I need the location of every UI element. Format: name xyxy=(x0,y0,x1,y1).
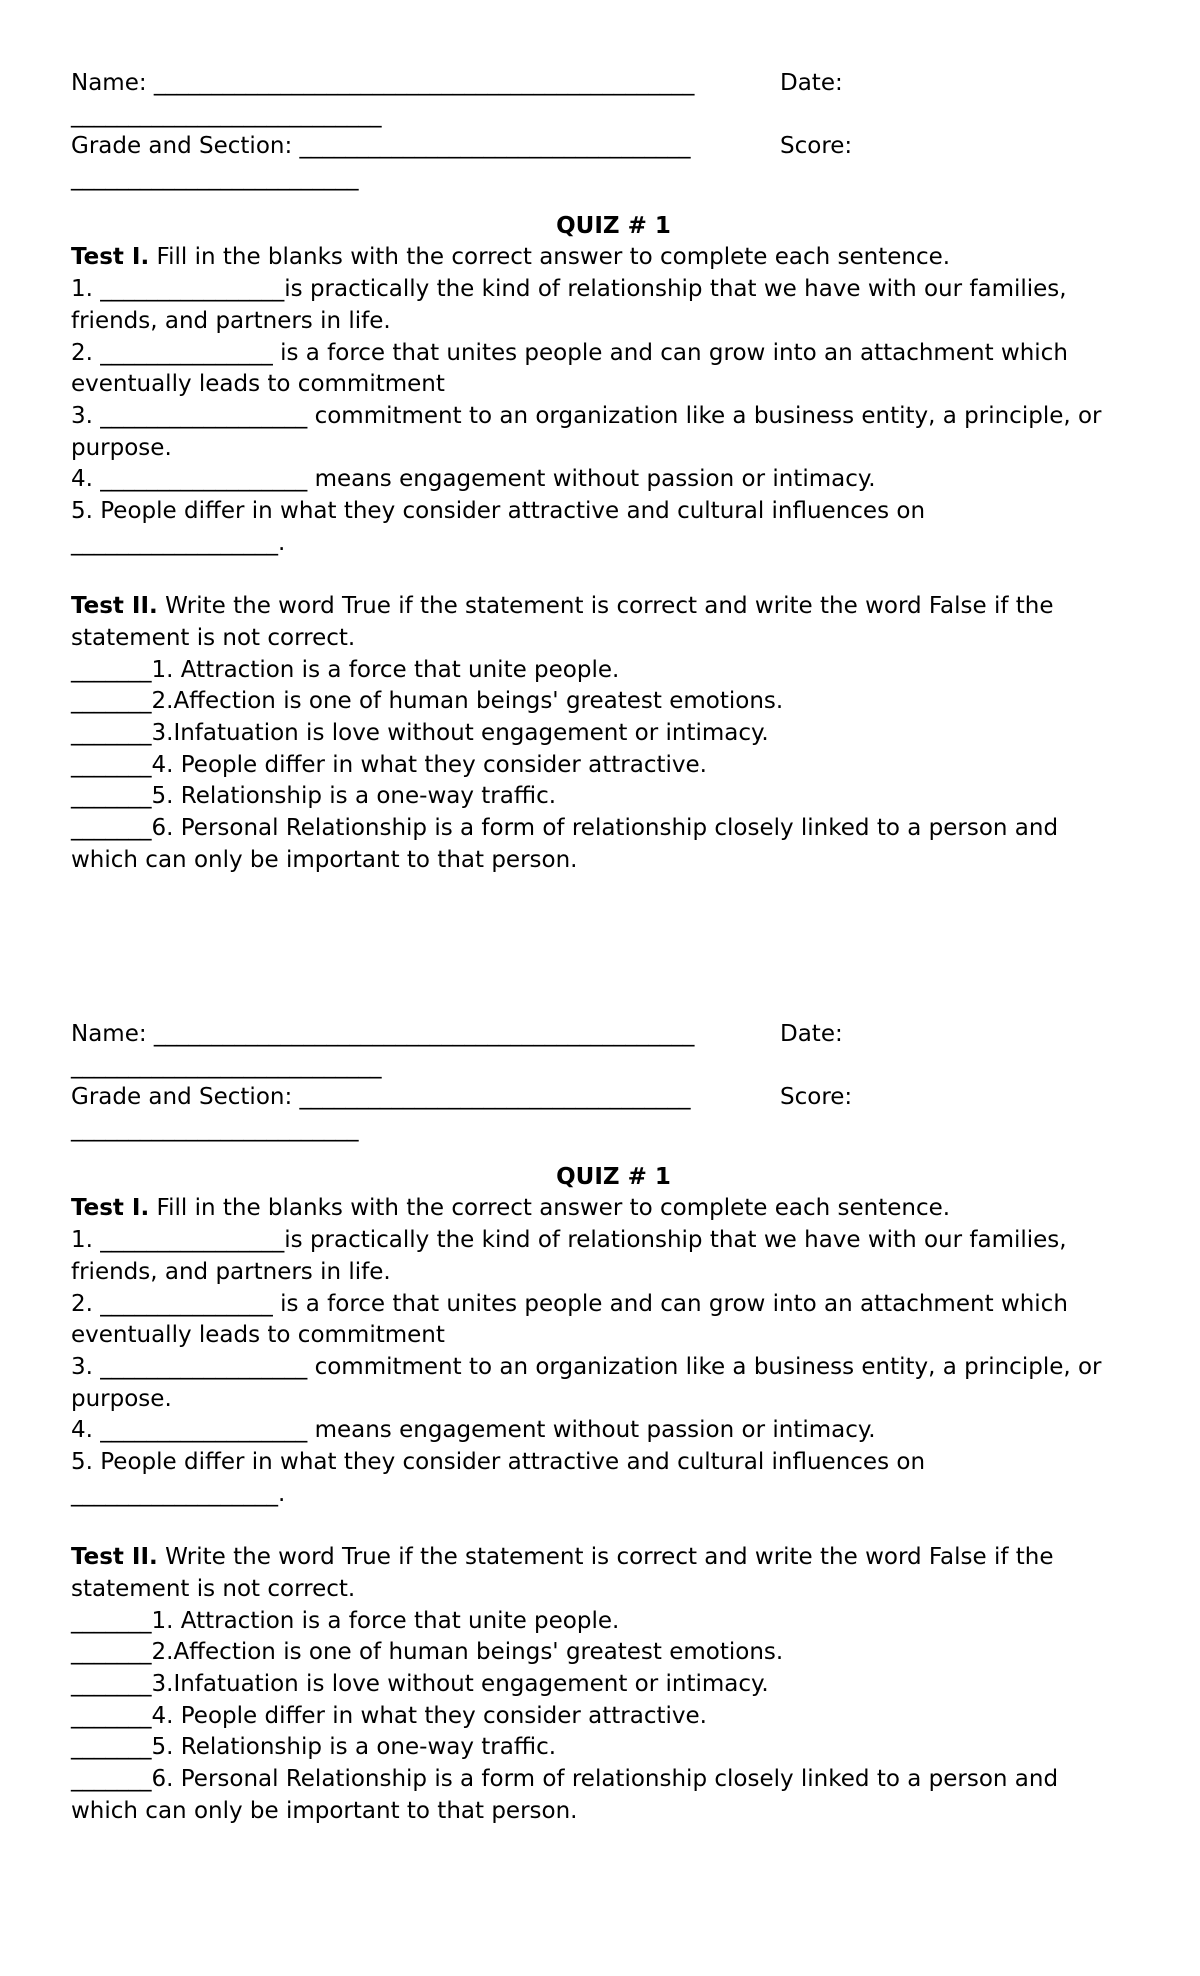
test1-line: 3. __________________ commitment to an organization like a business entity, a principle, or xyxy=(71,1354,1102,1380)
test1-instruction xyxy=(71,1193,1151,1225)
test1-line: 3. __________________ commitment to an organization like a business entity, a principle, or xyxy=(71,403,1102,429)
test2-line: _______6. Personal Relationship is a form of relationship closely linked to a person and xyxy=(71,815,1059,842)
test2-instruction xyxy=(71,591,1151,623)
test2-line: _______6. Personal Relationship is a form of relationship closely linked to a person and xyxy=(71,1766,1059,1793)
name-row xyxy=(71,1019,1151,1051)
test1-line: 1. ________________is practically the kind of relationship that we have with our families, xyxy=(71,276,1067,303)
test2-instruction-text: Write the word True if the statement is correct and write the word False if the xyxy=(157,1544,1054,1571)
test1-instruction-text: Fill in the blanks with the correct answer to complete each sentence. xyxy=(149,1195,951,1222)
test1-line: 1. ________________is practically the kind of relationship that we have with our families, xyxy=(71,1227,1067,1254)
name-field: Name: _______________________________________________ xyxy=(71,1021,695,1047)
score-label: Score: xyxy=(780,1084,853,1111)
test2-line: _______3.Infatuation is love without engagement or intimacy. xyxy=(71,1671,769,1698)
test1-line: eventually leads to commitment xyxy=(71,371,445,398)
test1-line: 4. __________________ means engagement without passion or intimacy. xyxy=(71,466,876,493)
quiz-title: QUIZ # 1 xyxy=(556,212,671,239)
score-blank: _________________________ xyxy=(71,165,359,192)
test2-line: _______4. People differ in what they consider attractive. xyxy=(71,1702,707,1729)
spacer xyxy=(71,560,1151,592)
test2-line: _______4. People differ in what they consider attractive. xyxy=(71,751,707,778)
test1-line: 2. _______________ is a force that unites people and can grow into an attachment which xyxy=(71,1290,1068,1317)
test1-instruction xyxy=(71,242,1151,274)
test2-line: _______2.Affection is one of human beings' greatest emotions. xyxy=(71,1639,784,1666)
test1-line: __________________. xyxy=(71,529,286,556)
score-blank: _________________________ xyxy=(71,1116,359,1143)
test1-line: 5. People differ in what they consider attractive and cultural influences on xyxy=(71,1449,926,1476)
test2-heading: Test II. xyxy=(71,1544,158,1571)
grade-section-field: Grade and Section: __________________________________ xyxy=(71,1084,691,1111)
test2-line: _______1. Attraction is a force that unite people. xyxy=(71,1607,620,1634)
grade-row xyxy=(71,131,1151,163)
spacer xyxy=(71,1511,1151,1543)
test2-heading: Test II. xyxy=(71,593,158,620)
quiz-sheet-1 xyxy=(71,68,1151,877)
test1-line: friends, and partners in life. xyxy=(71,1258,391,1285)
test2-line: _______5. Relationship is a one-way traffic. xyxy=(71,1734,557,1761)
name-field: Name: _______________________________________________ xyxy=(71,70,695,96)
date-label: Date: xyxy=(780,70,843,96)
test2-line: _______1. Attraction is a force that unite people. xyxy=(71,656,620,683)
test1-line: 4. __________________ means engagement without passion or intimacy. xyxy=(71,1417,876,1444)
quiz-sheet-2 xyxy=(71,1019,1151,1828)
date-blank: ___________________________ xyxy=(71,101,382,128)
test1-line: purpose. xyxy=(71,434,172,461)
test1-line: __________________. xyxy=(71,1480,286,1507)
test2-instruction-cont: statement is not correct. xyxy=(71,624,356,651)
date-blank: ___________________________ xyxy=(71,1052,382,1079)
test1-line: eventually leads to commitment xyxy=(71,1322,445,1349)
name-row xyxy=(71,68,1151,100)
date-label: Date: xyxy=(780,1021,843,1047)
test2-line: _______3.Infatuation is love without engagement or intimacy. xyxy=(71,720,769,747)
test2-instruction-text: Write the word True if the statement is correct and write the word False if the xyxy=(157,593,1054,620)
test2-line: which can only be important to that person. xyxy=(71,1797,578,1824)
test1-line: 5. People differ in what they consider attractive and cultural influences on xyxy=(71,498,926,525)
test1-line: friends, and partners in life. xyxy=(71,307,391,334)
test1-heading: Test I. xyxy=(71,1195,150,1222)
spacer xyxy=(71,195,1151,211)
spacer xyxy=(71,1146,1151,1162)
grade-section-field: Grade and Section: __________________________________ xyxy=(71,133,691,160)
test2-line: _______5. Relationship is a one-way traffic. xyxy=(71,783,557,810)
test1-line: purpose. xyxy=(71,1385,172,1412)
quiz-title: QUIZ # 1 xyxy=(556,1163,671,1190)
test1-heading: Test I. xyxy=(71,244,150,271)
test1-line: 2. _______________ is a force that unites people and can grow into an attachment which xyxy=(71,339,1068,366)
test2-line: _______2.Affection is one of human beings' greatest emotions. xyxy=(71,688,784,715)
test2-instruction-cont: statement is not correct. xyxy=(71,1575,356,1602)
test2-instruction xyxy=(71,1542,1151,1574)
test2-line: which can only be important to that person. xyxy=(71,846,578,873)
score-label: Score: xyxy=(780,133,853,160)
test1-instruction-text: Fill in the blanks with the correct answer to complete each sentence. xyxy=(149,244,951,271)
grade-row xyxy=(71,1082,1151,1114)
